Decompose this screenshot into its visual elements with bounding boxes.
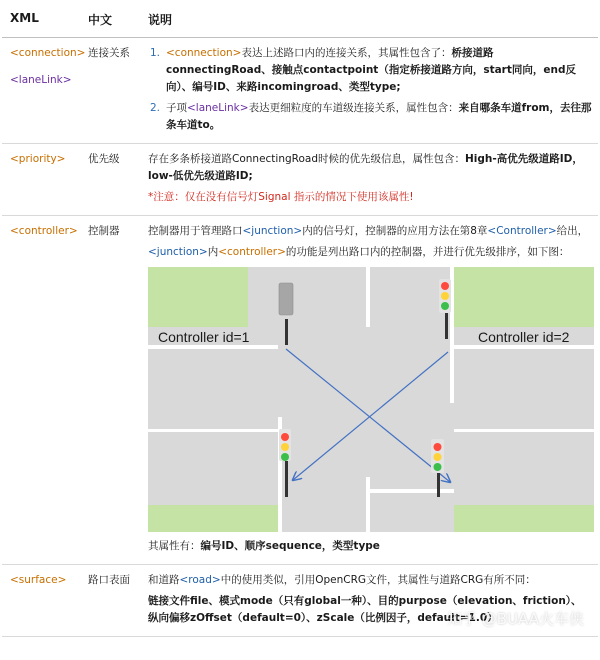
row-priority [2,144,598,216]
junction-diagram [148,267,594,532]
list-item: 1. <connection>表达上述路口内的连接关系，其属性包含了：桥接道路connectingRoad、接触点contactpoint（指定桥接道路方向，start同向，end反向）、编号ID、来路incomingroad、类型type; [150,47,576,93]
stop-line [148,429,278,432]
grass-bottom-right [454,505,594,532]
header-xml: XML [2,1,80,38]
controller-desc-2: <junction>内<controller>的功能是列出路口内的控制器，并进行优先级排序，如下图： [148,246,570,258]
connection-list [148,45,592,134]
header-row [2,1,598,38]
connection-cn: 连接关系 [80,38,140,144]
controller-tag: <controller> [2,216,80,565]
list-item: 2. 子项<laneLink>表达更细粒度的车道级连接关系，属性包含：来自哪条车道from，去往那条车道to。 [150,102,592,131]
row-connection [2,38,598,144]
spec-table [2,1,598,637]
watermark: 知乎 @BUAA火车侠 [447,610,584,628]
header-desc: 说明 [140,1,598,38]
row-surface [2,565,598,637]
stop-line [454,429,594,432]
lane-line [366,267,370,327]
lane-line [366,477,370,532]
priority-desc: 存在多条桥接道路ConnectingRoad时候的优先级信息，属性包含：High-高优先级道路ID，low-低优先级道路ID; [148,153,583,182]
header-cn: 中文 [80,1,140,38]
controller-cn: 控制器 [80,216,140,565]
grass-top-right [454,267,594,327]
controller-label-1: Controller id=1 [158,329,250,345]
lane-line [366,489,454,493]
controller-attrs: 其属性有：编号ID、顺序sequence，类型type [148,540,380,552]
controller-desc-1: 控制器用于管理路口<junction>内的信号灯，控制器的应用方法在第8章<Controller>给出， [148,225,589,237]
lanelink-tag: <laneLink> [10,74,72,86]
surface-cn: 路口表面 [80,565,140,637]
stop-line [148,345,278,349]
surface-attrs: 链接文件file、模式mode（只有global一种）、目的purpose（elevation、friction）、纵向偏移zOffset（default=0）、zScale（比例因子，default=1.0） [148,595,582,624]
priority-cn: 优先级 [80,144,140,216]
junction-svg [148,267,594,532]
grass-bottom-left [148,505,278,532]
priority-note: *注意：仅在没有信号灯Signal 指示的情况下使用该属性! [148,191,414,203]
row-controller [2,216,598,565]
connection-tag: <connection> [10,47,86,59]
stop-line [454,345,594,349]
controller-label-2: Controller id=2 [478,329,570,345]
surface-desc: 和道路<road>中的使用类似，引用OpenCRG文件，其属性与道路CRG有所不同： [148,574,536,586]
grass-top-left [148,267,248,327]
surface-tag: <surface> [2,565,80,637]
priority-tag: <priority> [2,144,80,216]
